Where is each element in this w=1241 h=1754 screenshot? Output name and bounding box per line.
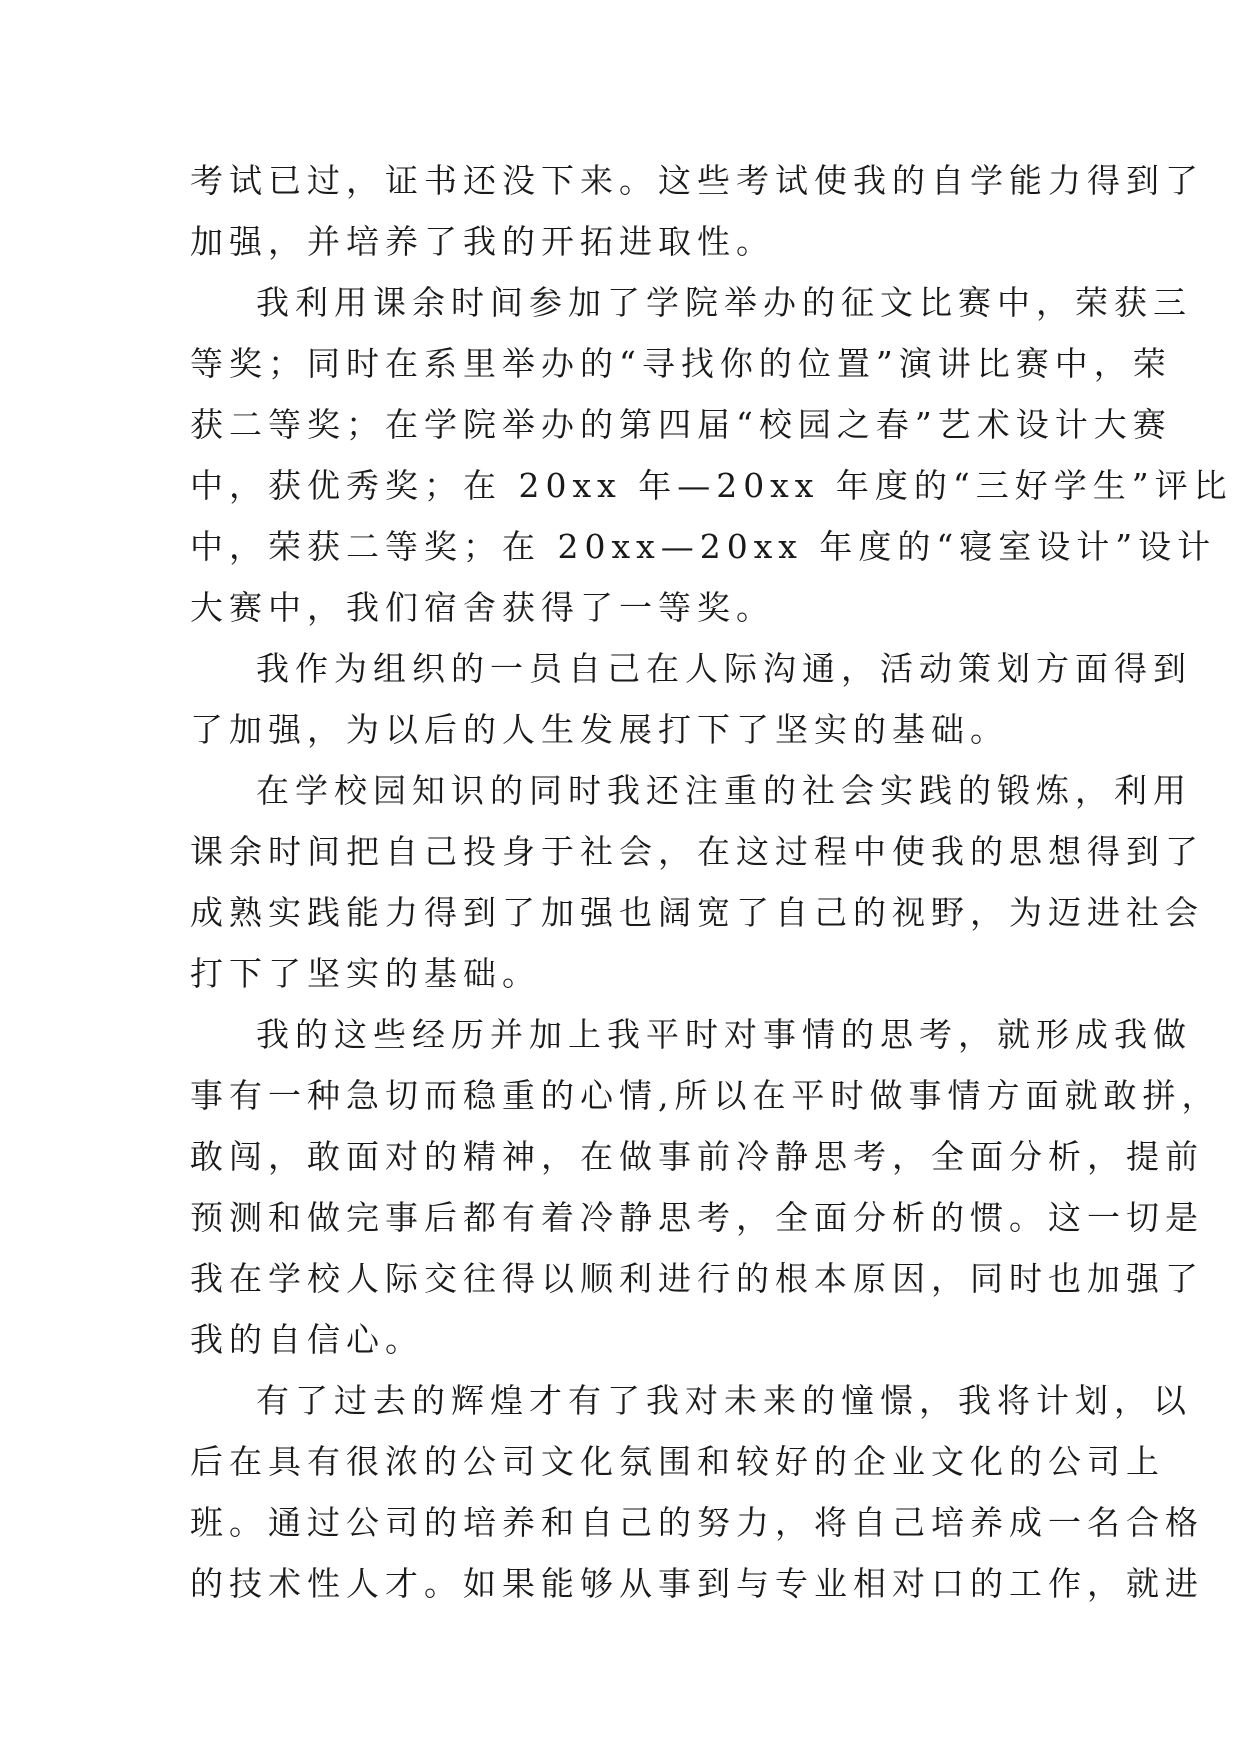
document-body <box>190 150 1233 1614</box>
text-line: 中，获优秀奖；在 20xx 年—20xx 年度的“三好学生”评比 <box>190 466 1233 505</box>
text-line: 打下了坚实的基础。 <box>190 954 541 993</box>
text-line: 等奖；同时在系里举办的“寻找你的位置”演讲比赛中，荣 <box>190 344 1172 383</box>
text-line: 我在学校人际交往得以顺利进行的根本原因，同时也加强了 <box>190 1259 1204 1298</box>
text-line: 中，荣获二等奖；在 20xx—20xx 年度的“寝室设计”设计 <box>190 527 1217 566</box>
text-line: 有了过去的辉煌才有了我对未来的憧憬，我将计划，以 <box>256 1381 1192 1420</box>
text-line: 我的这些经历并加上我平时对事情的思考，就形成我做 <box>256 1015 1192 1054</box>
text-line: 事有一种急切而稳重的心情,所以在平时做事情方面就敢拼， <box>190 1076 1221 1115</box>
text-line: 敢闯，敢面对的精神，在做事前冷静思考，全面分析，提前 <box>190 1137 1204 1176</box>
text-line: 我作为组织的一员自己在人际沟通，活动策划方面得到 <box>256 649 1192 688</box>
text-line: 加强，并培养了我的开拓进取性。 <box>190 222 775 261</box>
text-line: 获二等奖；在学院举办的第四届“校园之春”艺术设计大赛 <box>190 405 1172 444</box>
text-line: 考试已过，证书还没下来。这些考试使我的自学能力得到了 <box>190 161 1204 200</box>
text-line: 在学校园知识的同时我还注重的社会实践的锻炼，利用 <box>256 771 1192 810</box>
text-line: 后在具有很浓的公司文化氛围和较好的企业文化的公司上 <box>190 1442 1165 1481</box>
text-line: 了加强，为以后的人生发展打下了坚实的基础。 <box>190 710 1009 749</box>
text-line: 的技术性人才。如果能够从事到与专业相对口的工作，就进 <box>190 1564 1204 1603</box>
text-line: 班。通过公司的培养和自己的努力，将自己培养成一名合格 <box>190 1503 1204 1542</box>
text-line: 我的自信心。 <box>190 1320 424 1359</box>
text-line: 成熟实践能力得到了加强也阔宽了自己的视野，为迈进社会 <box>190 893 1204 932</box>
text-line: 我利用课余时间参加了学院举办的征文比赛中，荣获三 <box>256 283 1192 322</box>
text-line: 课余时间把自己投身于社会，在这过程中使我的思想得到了 <box>190 832 1204 871</box>
text-line: 预测和做完事后都有着冷静思考，全面分析的惯。这一切是 <box>190 1198 1204 1237</box>
text-line: 大赛中，我们宿舍获得了一等奖。 <box>190 588 775 627</box>
